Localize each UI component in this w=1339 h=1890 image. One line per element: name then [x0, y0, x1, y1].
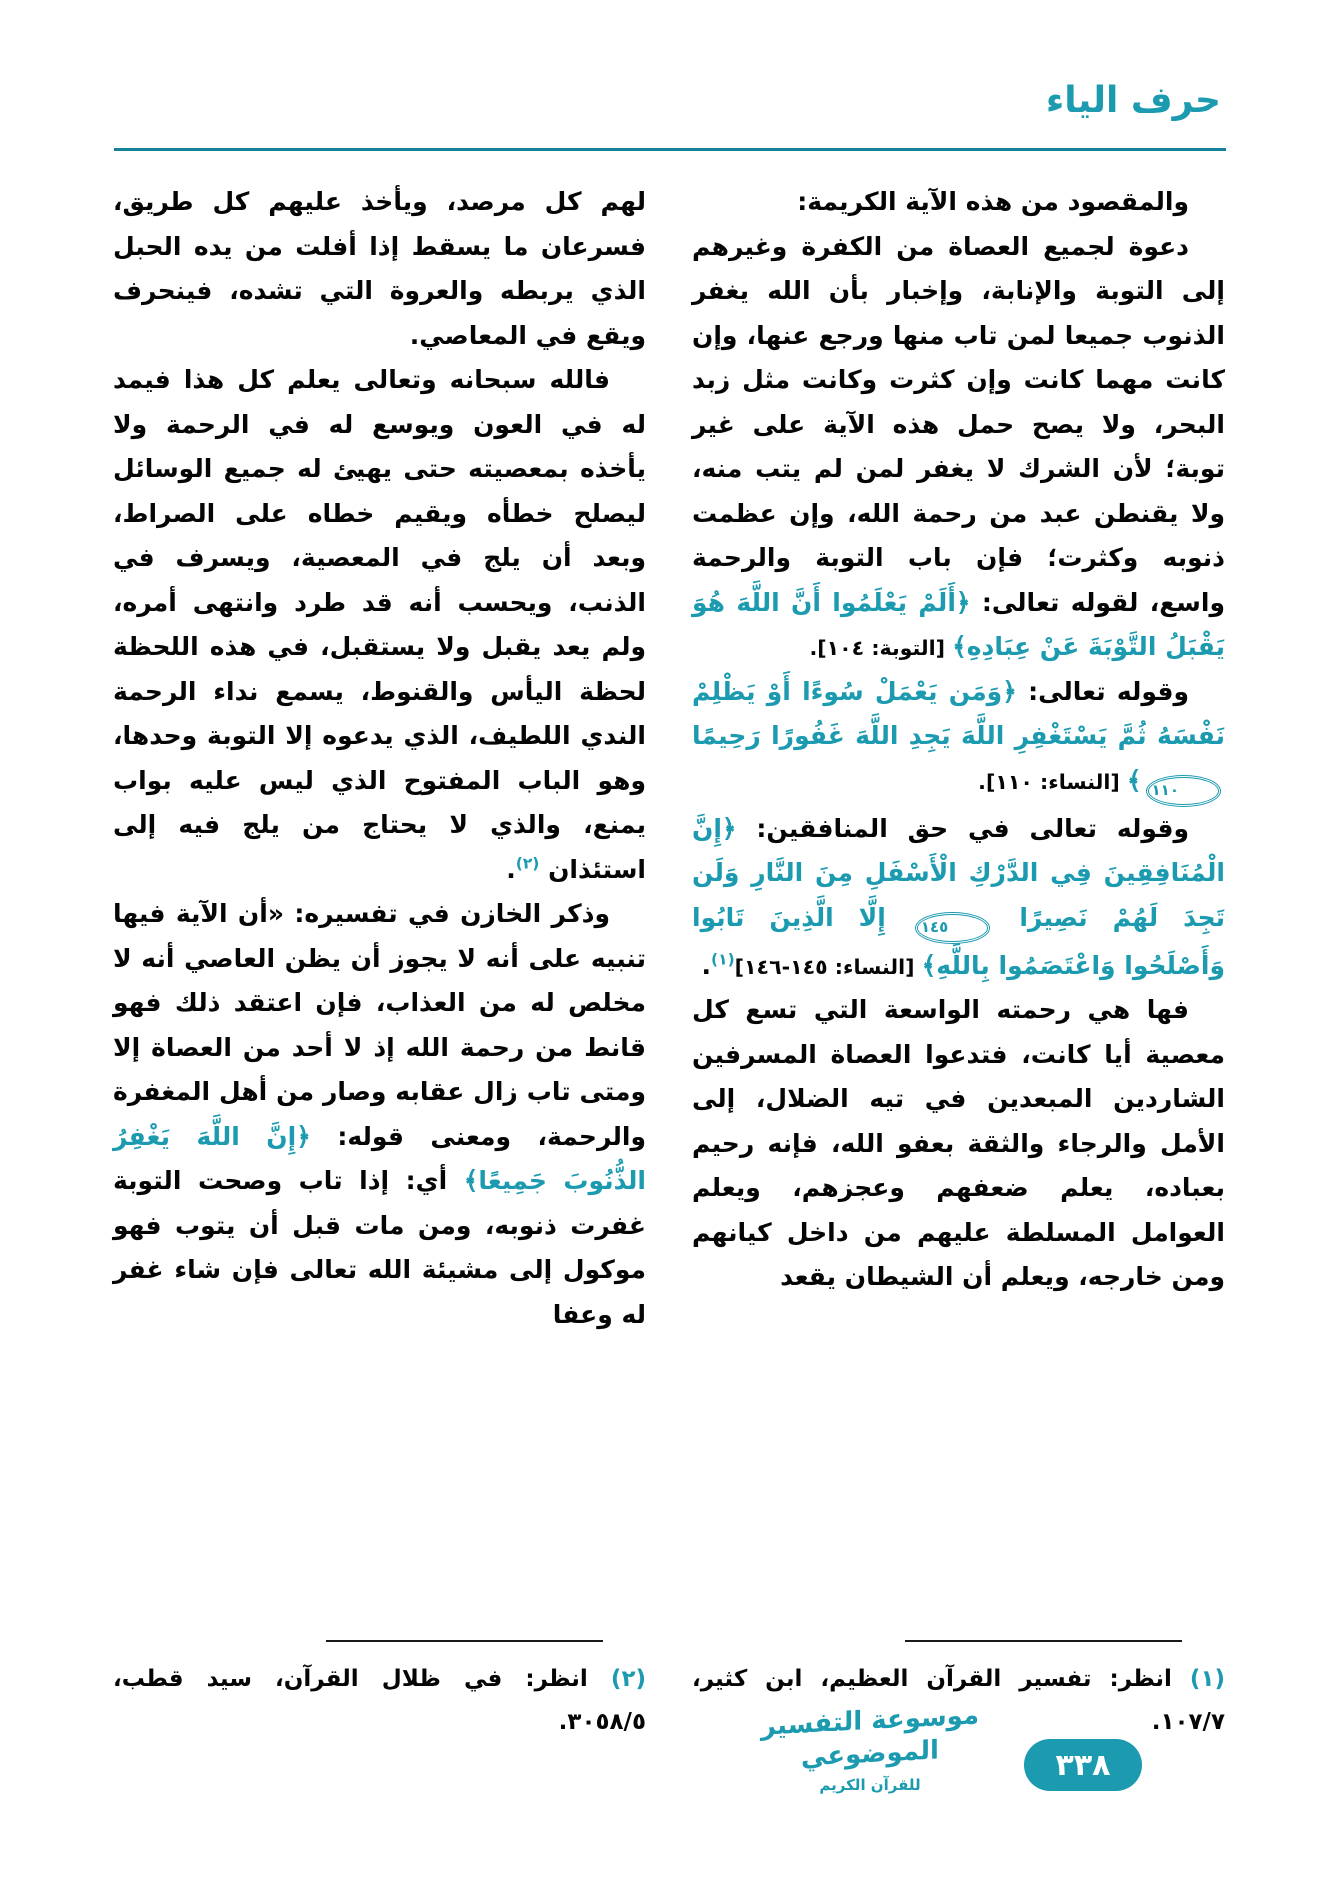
footnote-text: [113, 1658, 646, 1743]
body-text: وقوله تعالى:: [1016, 676, 1189, 706]
footnote-separator: [326, 1640, 603, 1642]
footnote-marker: (٢): [610, 1666, 646, 1692]
footnote-body: انظر: تفسير القرآن العظيم، ابن كثير، ١٠٧/٧.: [692, 1666, 1225, 1735]
footnote-ref: (١): [711, 950, 735, 969]
quran-verse: ﴾: [1126, 765, 1142, 795]
publisher-emblem: [758, 1700, 982, 1795]
footnote-ref: (٢): [515, 854, 540, 873]
quran-verse: ﴿إِنَّ اللَّهَ يَغْفِرُ الذُّنُوبَ جَمِيعًا﴾: [113, 1121, 646, 1195]
paragraph: [692, 225, 1225, 670]
body-text: وقوله تعالى في حق المنافقين:: [736, 813, 1189, 843]
body-text: والمقصود من هذه الآية الكريمة:: [797, 187, 1189, 216]
paragraph: [113, 180, 646, 358]
footnote-marker: (١): [1189, 1666, 1225, 1692]
ayah-number-medallion: ١١٠: [1146, 775, 1221, 807]
paragraph: [113, 358, 646, 892]
quran-verse: ﴿وَمَن يَعْمَلْ سُوءًا أَوْ يَظْلِمْ نَفْسَهُ ثُمَّ يَسْتَغْفِرِ اللَّهَ يَجِدِ اللَّهَ غَفُورًا رَحِيمًا: [692, 676, 1225, 750]
body-text: دعوة لجميع العصاة من الكفرة وغيرهم إلى التوبة والإنابة، وإخبار بأن الله يغفر الذنوب جميعا لمن تاب منها ورجع عنها، وإن كانت مهما كانت وإن كثرت وكانت مثل زبد البحر، ولا يصح حمل هذه الآية على غير توبة؛ لأن الشرك لا يغفر لمن لم يتب منه، ولا يقنطن عبد من رحمة الله، وإن عظمت ذنوبه وكثرت؛ فإن باب التوبة والرحمة واسع، لقوله تعالى:: [692, 231, 1225, 617]
ayah-number-medallion: ١٤٥: [915, 912, 990, 944]
column-right: [692, 180, 1225, 1337]
verse-reference: [النساء: ١١٠].: [978, 769, 1127, 794]
paragraph: [692, 180, 1225, 225]
footnote-left: [113, 1640, 646, 1743]
paragraph: [692, 988, 1225, 1300]
paragraph: [692, 670, 1225, 807]
quran-verse: ﴿أَلَمْ يَعْلَمُوا أَنَّ اللَّهَ هُوَ يَقْبَلُ التَّوْبَةَ عَنْ عِبَادِهِ﴾: [692, 587, 1225, 661]
paragraph: [692, 807, 1225, 989]
body-text: فالله سبحانه وتعالى يعلم كل هذا فيمد له في العون ويوسع له في الرحمة ولا يأخذه بمعصيته حتى يهيئ له جميع الوسائل ليصلح خطأه ويقيم خطاه على الصراط، وبعد أن يلج في المعصية، ويسرف في الذنب، ويحسب أنه قد طرد وانتهى أمره، ولم يعد يقبل ولا يستقبل، في هذه اللحظة لحظة اليأس والقنوط، يسمع نداء الرحمة الندي اللطيف، الذي يدعوه إلا التوبة وحدها، وهو الباب المفتوح الذي ليس عليه بواب يمنع، والذي لا يحتاج من يلج فيه إلى استئذان: [113, 365, 646, 884]
column-left: [113, 180, 646, 1337]
header-rule: [114, 148, 1226, 151]
body-text: .: [701, 950, 712, 980]
verse-reference: [التوبة: ١٠٤].: [809, 636, 953, 660]
footnote-separator: [905, 1640, 1182, 1642]
verse-reference: [النساء: ١٤٥-١٤٦]: [734, 954, 922, 979]
body-text: لهم كل مرصد، ويأخذ عليهم كل طريق، فسرعان ما يسقط إذا أفلت من يده الحبل الذي يربطه والعروة التي تشده، فينحرف ويقع في المعاصي.: [113, 187, 646, 350]
quran-verse: إِلَّا الَّذِينَ تَابُوا وَأَصْلَحُوا وَاعْتَصَمُوا بِاللَّهِ﴾: [692, 902, 1225, 980]
quran-verse: ﴿إِنَّ الْمُنَافِقِينَ فِي الدَّرْكِ الْأَسْفَلِ مِنَ النَّارِ وَلَن تَجِدَ لَهُمْ نَصِيرًا: [692, 813, 1225, 932]
body-text: أي: إذا تاب وصحت التوبة غفرت ذنوبه، ومن مات قبل أن يتوب فهو موكول إلى مشيئة الله تعالى فإن شاء غفر له وعفا: [113, 1166, 646, 1329]
body-text: فها هي رحمته الواسعة التي تسع كل معصية أيا كانت، فتدعوا العصاة المسرفين الشاردين المبعدين في تيه الضلال، إلى الأمل والرجاء والثقة بعفو الله، فإنه رحيم بعباده، يعلم ضعفهم وعجزهم، ويعلم العوامل المسلطة عليهم من داخل كيانهم ومن خارجه، ويعلم أن الشيطان يقعد: [692, 995, 1225, 1291]
body-columns: [113, 180, 1225, 1337]
body-text: وذكر الخازن في تفسيره: «أن الآية فيها تنبيه على أنه لا يجوز أن يظن العاصي أنه لا مخلص له من العذاب، فإن اعتقد ذلك فهو قانط من رحمة الله إذ لا أحد من العصاة إلا ومتى تاب زال عقابه وصار من أهل المغفرة والرحمة، ومعنى قوله:: [113, 899, 646, 1151]
paragraph: [113, 892, 646, 1337]
footnotes: [113, 1640, 1225, 1743]
publisher-emblem-line1: موسوعة التفسير الموضوعي: [760, 1700, 980, 1773]
section-header-title: حرف الياء: [1045, 80, 1221, 121]
page-number-badge: ٣٣٨: [1024, 1739, 1142, 1791]
body-text: .: [506, 854, 516, 884]
publisher-emblem-line2: للقرآن الكريم: [819, 1776, 921, 1794]
footnote-body: انظر: في ظلال القرآن، سيد قطب، ٣٠٥٨/٥.: [113, 1666, 646, 1735]
